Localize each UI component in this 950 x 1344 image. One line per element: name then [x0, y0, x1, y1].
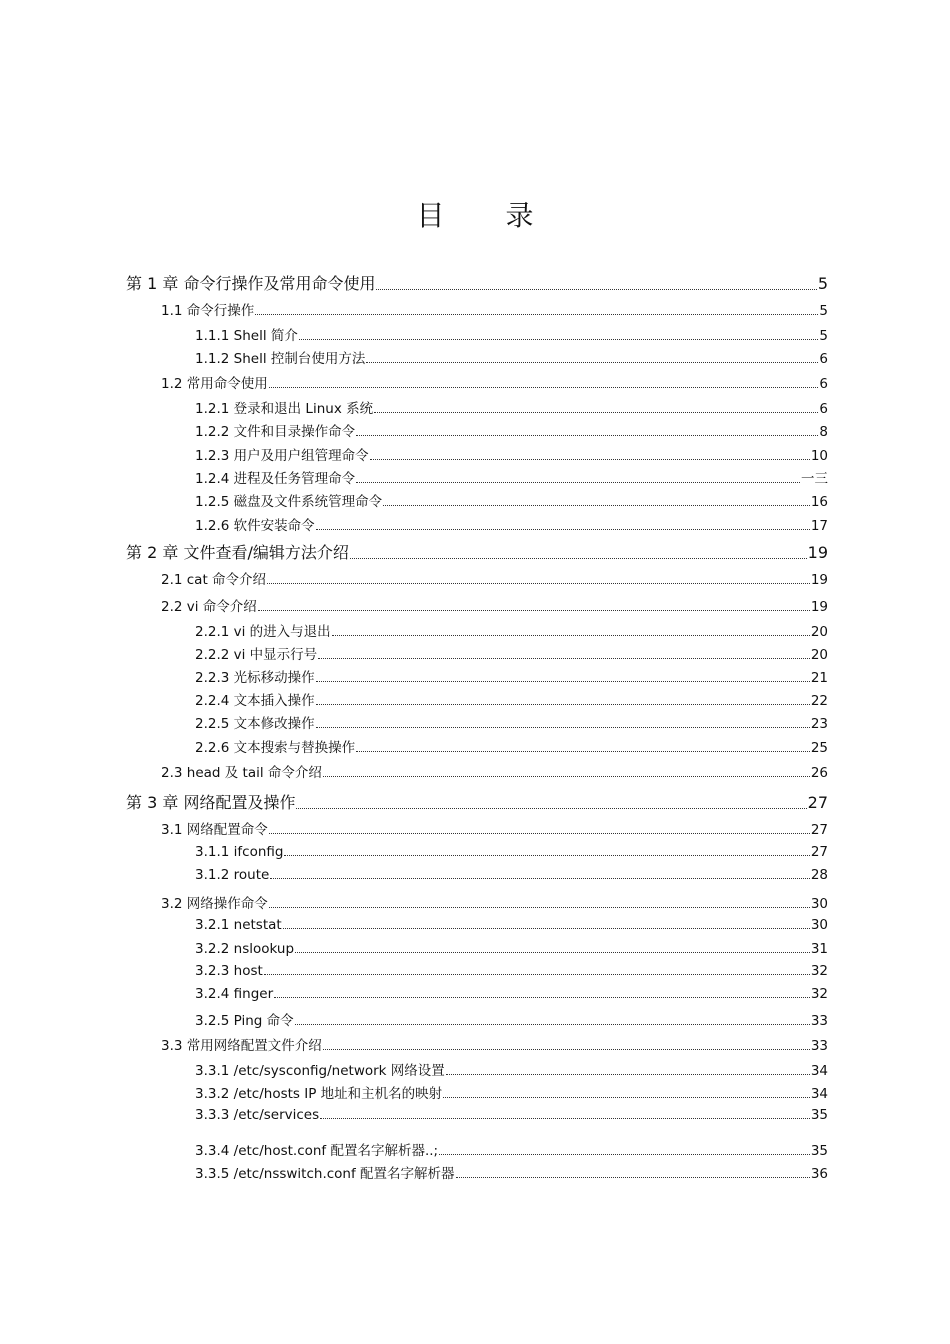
toc-entry-level3[interactable]	[195, 1107, 828, 1123]
dot-leader	[370, 459, 810, 460]
toc-entry-label: 1.2.1 登录和退出 Linux 系统	[195, 401, 374, 417]
dot-leader	[443, 1097, 810, 1098]
toc-entry-page-number: 一三	[801, 471, 828, 487]
toc-entry-label: 3.2.2 nslookup	[195, 941, 295, 957]
toc-entry-page-number: 36	[810, 1166, 828, 1182]
toc-entry-page-number: 25	[810, 740, 828, 756]
toc-entry-level1[interactable]	[126, 790, 828, 813]
toc-entry-level2[interactable]	[161, 595, 828, 615]
toc-entry-page-number: 26	[810, 765, 828, 781]
dot-leader	[323, 1049, 810, 1050]
toc-entry-level2[interactable]	[161, 761, 828, 781]
toc-entry-label: 第 1 章 命令行操作及常用命令使用	[126, 274, 376, 293]
toc-entry-label: 2.1 cat 命令介绍	[161, 572, 267, 588]
toc-entry-level3[interactable]	[195, 736, 828, 756]
toc-entry-label: 3.3.5 /etc/nsswitch.conf 配置名字解析器	[195, 1166, 455, 1182]
toc-entry-page-number: 30	[810, 896, 828, 912]
toc-entry-label: 3.2.5 Ping 命令	[195, 1013, 294, 1029]
toc-entry-label: 3.2.1 netstat	[195, 917, 282, 933]
toc-entry-level3[interactable]	[195, 1082, 828, 1102]
toc-entry-label: 1.2.3 用户及用户组管理命令	[195, 448, 369, 464]
toc-entry-page-number: 20	[810, 624, 828, 640]
toc-entry-label: 第 3 章 网络配置及操作	[126, 793, 296, 812]
toc-entry-page-number: 19	[810, 599, 828, 615]
toc-entry-level3[interactable]	[195, 397, 828, 417]
dot-leader	[296, 808, 806, 809]
toc-entry-label: 1.2.6 软件安装命令	[195, 518, 315, 534]
toc-entry-level3[interactable]	[195, 347, 828, 367]
toc-entry-level2[interactable]	[161, 1034, 828, 1054]
toc-entry-label: 3.1.1 ifconfig	[195, 844, 284, 860]
dot-leader	[255, 314, 818, 315]
toc-entry-level3[interactable]	[195, 444, 828, 464]
toc-entry-label: 3.2 网络操作命令	[161, 896, 268, 912]
toc-entry-page-number: 17	[810, 518, 828, 534]
toc-entry-page-number: 8	[819, 424, 828, 440]
toc-entry-level3[interactable]	[195, 420, 828, 440]
toc-entry-label: 2.2.4 文本插入操作	[195, 693, 315, 709]
dot-leader	[316, 727, 810, 728]
dot-leader	[284, 855, 809, 856]
toc-entry-label: 1.1.1 Shell 简介	[195, 328, 298, 344]
toc-entry-level3[interactable]	[195, 620, 828, 640]
toc-entry-level3[interactable]	[195, 666, 828, 686]
toc-entry-label: 2.2.2 vi 中显示行号	[195, 647, 318, 663]
toc-entry-level3[interactable]	[195, 986, 828, 1002]
dot-leader	[320, 1118, 810, 1119]
dot-leader	[269, 833, 810, 834]
toc-entry-level3[interactable]	[195, 1162, 828, 1182]
toc-entry-page-number: 5	[819, 328, 828, 344]
dot-leader	[446, 1074, 810, 1075]
toc-entry-label: 3.1 网络配置命令	[161, 822, 268, 838]
toc-entry-page-number: 21	[810, 670, 828, 686]
dot-leader	[350, 558, 807, 559]
dot-leader	[270, 878, 810, 879]
dot-leader	[295, 1024, 810, 1025]
dot-leader	[316, 529, 810, 530]
dot-leader	[267, 583, 810, 584]
toc-entry-label: 2.2.3 光标移动操作	[195, 670, 315, 686]
toc-entry-page-number: 20	[810, 647, 828, 663]
toc-entry-level3[interactable]	[195, 712, 828, 732]
toc-entry-label: 2.2.1 vi 的进入与退出	[195, 624, 331, 640]
dot-leader	[323, 776, 810, 777]
toc-entry-label: 3.3.2 /etc/hosts IP 地址和主机名的映射	[195, 1086, 443, 1102]
toc-entry-label: 3.1.2 route	[195, 867, 270, 883]
dot-leader	[274, 997, 810, 998]
toc-entry-page-number: 31	[810, 941, 828, 957]
toc-entry-page-number: 19	[807, 543, 828, 562]
dot-leader	[374, 412, 818, 413]
page-title: 目 录	[416, 199, 560, 232]
toc-entry-label: 3.2.3 host	[195, 963, 263, 979]
dot-leader	[269, 907, 810, 908]
toc-entry-page-number: 34	[810, 1086, 828, 1102]
toc-entry-page-number: 22	[810, 693, 828, 709]
toc-entry-page-number: 34	[810, 1063, 828, 1079]
toc-entry-label: 3.2.4 finger	[195, 986, 274, 1002]
toc-entry-level3[interactable]	[195, 467, 828, 487]
dot-leader	[316, 681, 810, 682]
dot-leader	[316, 704, 810, 705]
toc-entry-level3[interactable]	[195, 490, 828, 510]
toc-entry-label: 1.2.5 磁盘及文件系统管理命令	[195, 494, 383, 510]
toc-entry-page-number: 33	[810, 1038, 828, 1054]
toc-entry-label: 1.2 常用命令使用	[161, 376, 268, 392]
toc-entry-level2[interactable]	[161, 568, 828, 588]
toc-entry-level3[interactable]	[195, 1009, 828, 1029]
toc-entry-page-number: 32	[810, 986, 828, 1002]
toc-entry-level1[interactable]	[126, 540, 828, 563]
toc-entry-page-number: 16	[810, 494, 828, 510]
dot-leader	[332, 635, 810, 636]
toc-entry-page-number: 5	[817, 274, 828, 293]
toc-entry-page-number: 32	[810, 963, 828, 979]
toc-entry-label: 1.1 命令行操作	[161, 303, 255, 319]
toc-entry-level3[interactable]	[195, 324, 828, 344]
dot-leader	[269, 387, 819, 388]
toc-entry-label: 3.3.3 /etc/services	[195, 1107, 320, 1123]
toc-entry-label: 3.3 常用网络配置文件介绍	[161, 1038, 322, 1054]
toc-entry-label: 1.1.2 Shell 控制台使用方法	[195, 351, 366, 367]
toc-entry-page-number: 27	[810, 844, 828, 860]
toc-entry-label: 2.3 head 及 tail 命令介绍	[161, 765, 322, 781]
toc-entry-level3[interactable]	[195, 844, 828, 860]
dot-leader	[383, 505, 810, 506]
toc-entry-level2[interactable]	[161, 372, 828, 392]
toc-entry-page-number: 27	[807, 793, 828, 812]
toc-entry-page-number: 23	[810, 716, 828, 732]
dot-leader	[356, 435, 818, 436]
toc-entry-page-number: 28	[810, 867, 828, 883]
dot-leader	[456, 1177, 810, 1178]
toc-entry-page-number: 19	[810, 572, 828, 588]
toc-entry-page-number: 33	[810, 1013, 828, 1029]
toc-entry-level3[interactable]	[195, 917, 828, 933]
toc-entry-level3[interactable]	[195, 963, 828, 979]
toc-entry-level3[interactable]	[195, 1059, 828, 1079]
toc-entry-page-number: 35	[810, 1143, 828, 1159]
dot-leader	[356, 751, 810, 752]
toc-entry-page-number: 6	[819, 351, 828, 367]
toc-entry-label: 2.2.5 文本修改操作	[195, 716, 315, 732]
dot-leader	[299, 339, 819, 340]
toc-entry-level1[interactable]	[126, 271, 828, 294]
toc-entry-level3[interactable]	[195, 514, 828, 534]
toc-entry-label: 2.2 vi 命令介绍	[161, 599, 257, 615]
toc-entry-label: 1.2.2 文件和目录操作命令	[195, 424, 356, 440]
toc-entry-page-number: 27	[810, 822, 828, 838]
toc-entry-page-number: 5	[819, 303, 828, 319]
toc-entry-page-number: 35	[810, 1107, 828, 1123]
toc-entry-page-number: 10	[810, 448, 828, 464]
toc-entry-level2[interactable]	[161, 299, 828, 319]
toc-entry-label: 3.3.1 /etc/sysconfig/network 网络设置	[195, 1063, 445, 1079]
toc-entry-level3[interactable]	[195, 689, 828, 709]
dot-leader	[356, 482, 800, 483]
toc-entry-level3[interactable]	[195, 643, 828, 663]
toc-entry-label: 1.2.4 进程及任务管理命令	[195, 471, 356, 487]
dot-leader	[264, 974, 810, 975]
dot-leader	[376, 289, 816, 290]
toc-entry-level3[interactable]	[195, 1139, 828, 1159]
dot-leader	[318, 658, 810, 659]
toc-entry-page-number: 6	[819, 401, 828, 417]
toc-entry-label: 2.2.6 文本搜索与替换操作	[195, 740, 356, 756]
toc-entry-label: 第 2 章 文件查看/编辑方法介绍	[126, 543, 349, 562]
toc-entry-level2[interactable]	[161, 892, 828, 912]
dot-leader	[366, 362, 818, 363]
dot-leader	[258, 610, 810, 611]
toc-entry-page-number: 6	[819, 376, 828, 392]
toc-entry-level2[interactable]	[161, 818, 828, 838]
dot-leader	[295, 952, 810, 953]
dot-leader	[283, 928, 810, 929]
toc-entry-level3[interactable]	[195, 867, 828, 883]
toc-entry-level3[interactable]	[195, 941, 828, 957]
toc-entry-label: 3.3.4 /etc/host.conf 配置名字解析器..;	[195, 1143, 439, 1159]
dot-leader	[439, 1154, 810, 1155]
toc-entry-page-number: 30	[810, 917, 828, 933]
